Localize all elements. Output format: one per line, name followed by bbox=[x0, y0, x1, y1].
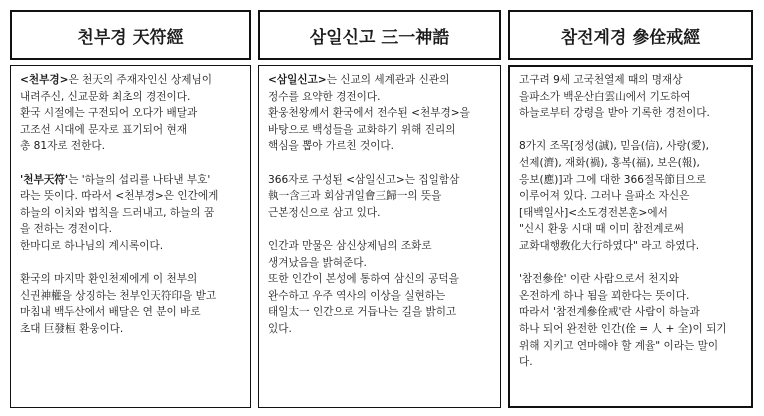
text-line: 교화대행敎化大行하였다" 라고 하였다. bbox=[519, 239, 700, 252]
text-line: 있다. bbox=[268, 322, 292, 335]
text-line: 근본정신으로 삼고 있다. bbox=[268, 206, 381, 219]
text-line: 응보(應)]과 그에 대한 366절목節目으로 bbox=[519, 173, 707, 186]
text-line: 을 전하는 경전이다. bbox=[20, 223, 112, 236]
header-cheonbugyeong: 천부경 天符經 bbox=[10, 10, 251, 60]
paragraph-gap bbox=[519, 255, 743, 272]
text-line: 이루어져 있다. 그러나 을파소 자신은 bbox=[519, 190, 690, 203]
text-line: 라는 뜻이다. 따라서 <천부경>은 인간에게 bbox=[20, 190, 219, 203]
text-line: 따라서 '참전계參佺戒'란 사람이 하늘과 bbox=[519, 306, 700, 319]
header-chamjeongyegyeong: 참전계경 參佺戒經 bbox=[508, 10, 753, 60]
paragraph-gap bbox=[519, 122, 743, 139]
text-line: 는 신교의 세계관과 신관의 bbox=[326, 74, 450, 86]
text-line: 8가지 조목[정성(誠), 믿음(信), 사랑(愛), bbox=[519, 140, 709, 153]
text-line: '참전參佺' 이란 사람으로서 천지와 bbox=[519, 273, 679, 286]
text-line: 환국의 마지막 환인천제에게 이 천부의 bbox=[20, 273, 198, 286]
text-line bbox=[20, 172, 242, 189]
text-line: 366자로 구성된 <삼일신고>는 집일함삼 bbox=[268, 173, 460, 186]
strong-term: '천부天符' bbox=[20, 173, 69, 186]
text-line: 위해 지키고 연마해야 할 계율" 이라는 말이 bbox=[519, 339, 719, 352]
text-line: 는 '하늘의 섭리를 나타낸 부호' bbox=[68, 173, 211, 186]
column-cheonbugyeong bbox=[10, 65, 251, 408]
text-line: 선제(濟), 재화(禍), 홍복(福), 보은(報), bbox=[519, 156, 700, 169]
column-samilsingo bbox=[258, 65, 501, 408]
text-line: "신시 환웅 시대 때 이미 참전계로써 bbox=[519, 223, 684, 236]
text-line: 총 81자로 전한다. bbox=[20, 140, 105, 153]
text-line: 다. bbox=[519, 356, 533, 369]
text-line: 은 천天의 주재자인신 상제님이 bbox=[68, 74, 212, 86]
text-line: 신권神權을 상징하는 천부인天符印을 받고 bbox=[20, 289, 217, 302]
text-line: 하나 되어 완전한 인간(佺 = 人 + 全)이 되기 bbox=[519, 322, 727, 335]
text-line: 핵심을 뽑아 가르친 것이다. bbox=[268, 140, 395, 153]
text-line: 바탕으로 백성들을 교화하기 위해 진리의 bbox=[268, 123, 456, 136]
strong-term: <삼일신고> bbox=[268, 74, 327, 86]
text-line: 내려주신, 신교문화 최초의 경전이다. bbox=[20, 90, 191, 103]
header-samilsingo: 삼일신고 三一神誥 bbox=[258, 10, 501, 60]
text-line: 고구려 9세 고국천열제 때의 명재상 bbox=[519, 74, 683, 86]
strong-term: <천부경> bbox=[20, 74, 69, 86]
text-line: 을파소가 백운산白雲山에서 기도하여 bbox=[519, 90, 691, 103]
text-line: 정수를 요약한 경전이다. bbox=[268, 90, 381, 103]
text-line: 초대 巨發桓 환웅이다. bbox=[20, 322, 124, 335]
text-line: 인간과 만물은 삼신상제님의 조화로 bbox=[268, 239, 432, 252]
text-line: 완수하고 우주 역사의 이상을 실현하는 bbox=[268, 289, 446, 302]
text-line: 환국 시절에는 구전되어 오다가 배달과 bbox=[20, 107, 198, 120]
text-line: 執一含三과 회삼귀일會三歸一의 뜻을 bbox=[268, 190, 442, 203]
text-line: 고조선 시대에 문자로 표기되어 현재 bbox=[20, 123, 187, 136]
comparison-table bbox=[10, 10, 753, 408]
text-line: 하늘로부터 강령을 받아 기록한 경전이다. bbox=[519, 107, 710, 120]
paragraph-gap bbox=[268, 155, 492, 172]
text-line: [태백일사]<소도경전본훈>에서 bbox=[519, 206, 668, 219]
column-chamjeongyegyeong bbox=[508, 65, 753, 408]
text-line bbox=[268, 72, 492, 89]
text-line: 환웅천왕께서 환국에서 전수된 <천부경>을 bbox=[268, 107, 470, 120]
text-line: 태일太一 인간으로 거듭나는 길을 밝히고 bbox=[268, 306, 457, 319]
text-line: 하늘의 이치와 법칙을 드러내고, 하늘의 꿈 bbox=[20, 206, 215, 219]
text-line: 또한 인간이 본성에 통하여 삼신의 공덕을 bbox=[268, 273, 459, 286]
text-line: 마침내 백두산에서 배달은 연 분이 바로 bbox=[20, 306, 201, 319]
text-line: 생겨났음을 밝혀준다. bbox=[268, 256, 367, 269]
text-line: 한마디로 하나님의 계시록이다. bbox=[20, 239, 164, 252]
text-line bbox=[20, 72, 242, 89]
paragraph-gap bbox=[20, 155, 242, 172]
paragraph-gap bbox=[268, 221, 492, 238]
text-line: 온전하게 하나 됨을 꾀한다는 뜻이다. bbox=[519, 289, 690, 302]
paragraph-gap bbox=[20, 255, 242, 272]
